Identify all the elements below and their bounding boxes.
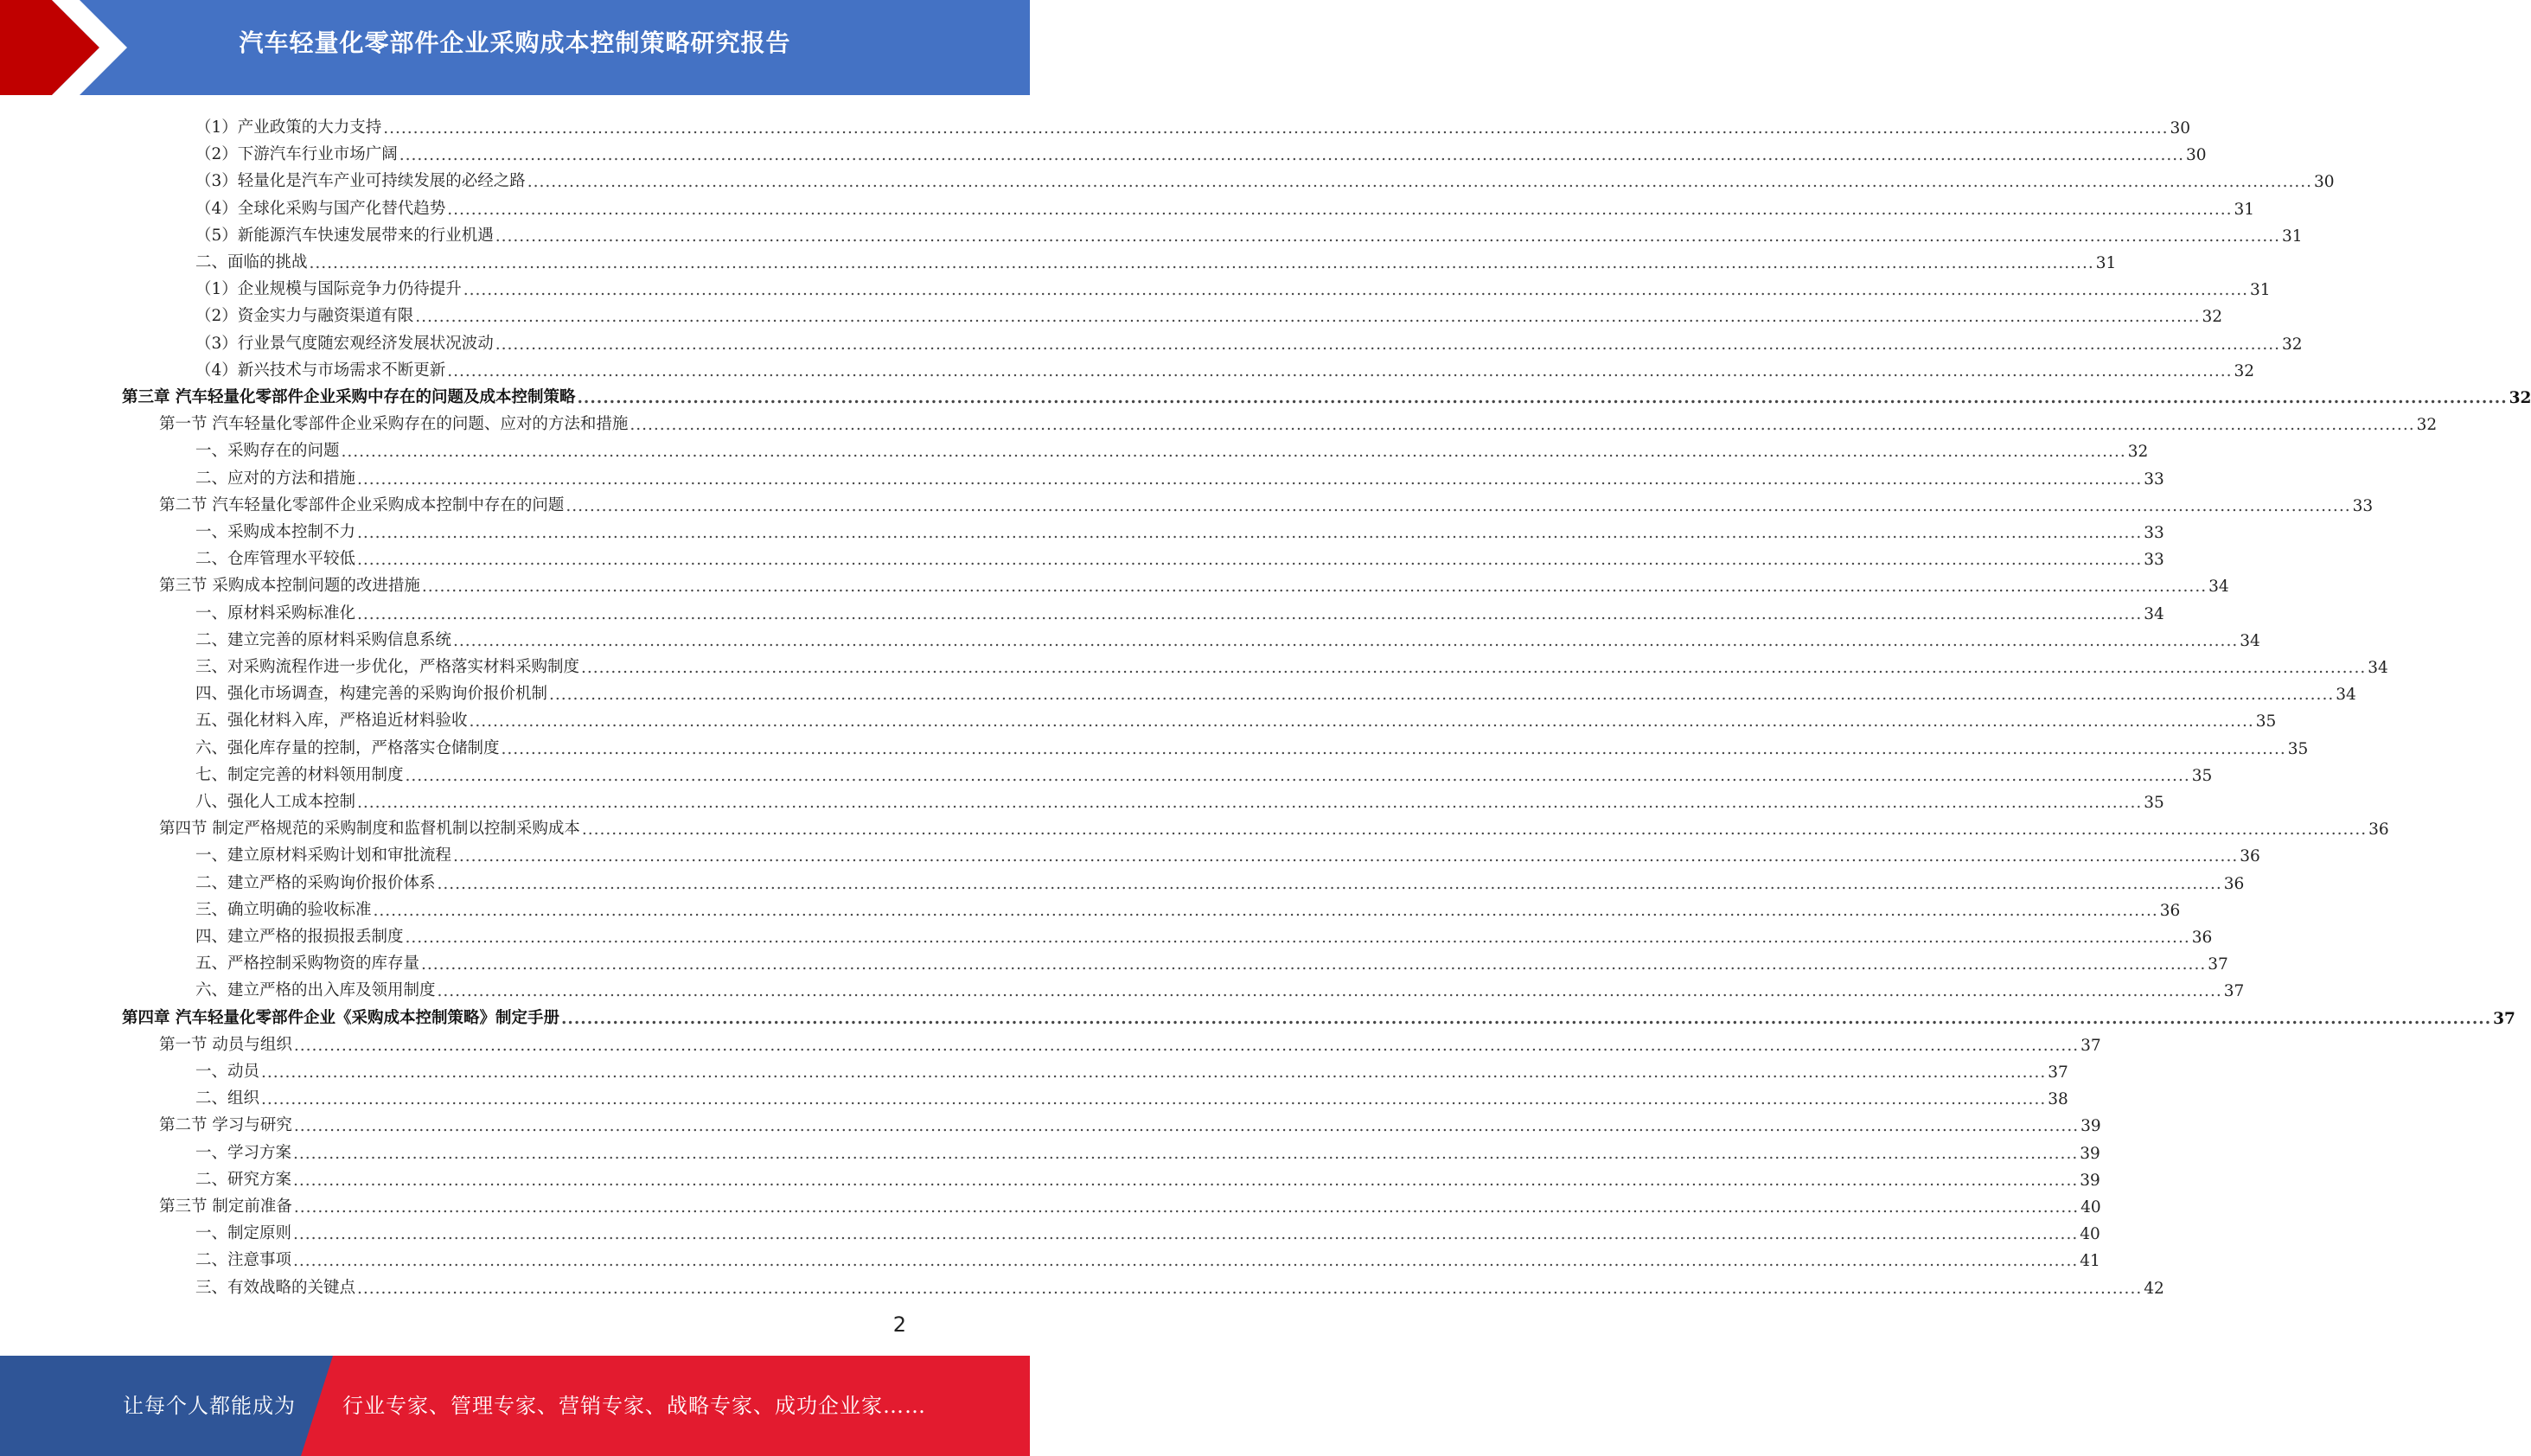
toc-entry-item[interactable] xyxy=(195,272,2271,300)
toc-entry-page: 34 xyxy=(2144,604,2164,623)
toc-dot-leader: ............................................................................................................................................................................................................................................................................................................ xyxy=(357,794,2143,812)
toc-entry-title: 一、制定原则 xyxy=(195,1224,292,1243)
toc-dot-leader: ............................................................................................................................................................................................................................................................................................................ xyxy=(261,1063,2047,1082)
toc-dot-leader: ............................................................................................................................................................................................................................................................................................................ xyxy=(293,1171,2079,1190)
toc-entry-page: 37 xyxy=(2080,1036,2101,1055)
toc-entry-title: （2）资金实力与融资渠道有限 xyxy=(195,307,414,326)
toc-entry-title: （1）企业规模与国际竞争力仍待提升 xyxy=(195,280,462,299)
toc-entry-item[interactable] xyxy=(195,839,2260,866)
toc-entry-page: 37 xyxy=(2048,1063,2068,1082)
toc-entry-item[interactable] xyxy=(195,623,2260,650)
toc-dot-leader: ............................................................................................................................................................................................................................................................................................................ xyxy=(581,821,2368,840)
toc-entry-page: 34 xyxy=(2368,659,2388,677)
toc-entry-page: 33 xyxy=(2144,524,2164,542)
footer-slogan-right: 行业专家、管理专家、营销专家、战略专家、成功企业家…… xyxy=(342,1394,926,1418)
toc-entry-title: 二、组织 xyxy=(195,1089,260,1108)
toc-entry-page: 32 xyxy=(2416,416,2438,435)
toc-entry-item[interactable] xyxy=(195,1243,2100,1271)
toc-entry-page: 35 xyxy=(2191,766,2213,785)
toc-entry-page: 34 xyxy=(2240,631,2260,650)
toc-entry-item[interactable] xyxy=(195,354,2255,380)
toc-entry-title: （4）全球化采购与国产化替代趋势 xyxy=(195,199,446,218)
toc-entry-title: （3）轻量化是汽车产业可持续发展的必经之路 xyxy=(195,172,526,191)
toc-entry-page: 39 xyxy=(2080,1171,2100,1190)
toc-entry-page: 32 xyxy=(2281,335,2303,354)
toc-entry-item[interactable] xyxy=(195,192,2255,219)
toc-entry-title: 一、采购成本控制不力 xyxy=(195,523,356,541)
toc-entry-title: 一、采购存在的问题 xyxy=(195,442,340,461)
toc-entry-title: 第一节 汽车轻量化零部件企业采购存在的问题、应对的方法和措施 xyxy=(159,415,629,434)
toc-entry-item[interactable] xyxy=(195,731,2309,758)
toc-entry-item[interactable] xyxy=(195,947,2228,974)
toc-entry-title: 三、有效战略的关键点 xyxy=(195,1278,356,1297)
toc-entry-section[interactable] xyxy=(159,489,2374,515)
toc-dot-leader: ............................................................................................................................................................................................................................................................................................................ xyxy=(453,847,2239,866)
toc-dot-leader: ............................................................................................................................................................................................................................................................................................................ xyxy=(447,200,2233,219)
toc-dot-leader: ............................................................................................................................................................................................................................................................................................................ xyxy=(463,281,2248,300)
toc-entry-title: 八、强化人工成本控制 xyxy=(195,793,356,811)
toc-entry-page: 32 xyxy=(2234,361,2255,380)
toc-entry-title: 第四节 制定严格规范的采购制度和监督机制以控制采购成本 xyxy=(159,820,580,839)
toc-dot-leader: ............................................................................................................................................................................................................................................................................................................ xyxy=(405,766,2190,785)
toc-entry-page: 32 xyxy=(2202,308,2223,327)
toc-entry-title: 六、建立严格的出入库及领用制度 xyxy=(195,981,436,1000)
toc-entry-item[interactable] xyxy=(195,785,2164,812)
toc-entry-item[interactable] xyxy=(195,137,2207,165)
toc-entry-section[interactable] xyxy=(159,1028,2101,1055)
page-header xyxy=(0,0,1030,95)
toc-entry-item[interactable] xyxy=(195,974,2245,1001)
toc-entry-page: 38 xyxy=(2048,1090,2068,1109)
toc-entry-title: 二、建立完善的原材料采购信息系统 xyxy=(195,630,452,649)
toc-entry-page: 31 xyxy=(2249,281,2271,300)
footer-slogan-left: 让每个人都能成为 xyxy=(123,1394,296,1418)
toc-dot-leader: ............................................................................................................................................................................................................................................................................................................ xyxy=(293,1144,2079,1163)
toc-entry-page: 40 xyxy=(2080,1198,2101,1217)
toc-entry-page: 32 xyxy=(2127,443,2149,462)
toc-entry-page: 34 xyxy=(2336,686,2356,705)
toc-entry-item[interactable] xyxy=(195,164,2335,192)
toc-entry-section[interactable] xyxy=(159,812,2389,840)
toc-entry-page: 35 xyxy=(2255,712,2277,731)
toc-dot-leader: ............................................................................................................................................................................................................................................................................................................ xyxy=(495,227,2280,246)
page-footer xyxy=(0,1356,1030,1456)
toc-entry-item[interactable] xyxy=(195,920,2213,947)
toc-entry-item[interactable] xyxy=(195,597,2164,623)
toc-dot-leader: ............................................................................................................................................................................................................................................................................................................ xyxy=(630,416,2415,435)
toc-entry-section[interactable] xyxy=(159,569,2229,597)
toc-dot-leader: ............................................................................................................................................................................................................................................................................................................ xyxy=(293,1198,2080,1217)
toc-entry-section[interactable] xyxy=(159,1108,2101,1136)
toc-entry-title: 第三节 制定前准备 xyxy=(159,1197,292,1216)
toc-entry-item[interactable] xyxy=(195,1163,2100,1190)
toc-entry-title: 二、面临的挑战 xyxy=(195,253,308,271)
toc-entry-title: 六、强化库存量的控制，严格落实仓储制度 xyxy=(195,738,500,757)
toc-entry-page: 32 xyxy=(2509,389,2531,407)
toc-entry-title: 一、原材料采购标准化 xyxy=(195,603,356,623)
toc-entry-item[interactable] xyxy=(195,758,2213,785)
toc-entry-title: 三、确立明确的验收标准 xyxy=(195,900,372,919)
toc-entry-item[interactable] xyxy=(195,219,2303,246)
toc-dot-leader: ............................................................................................................................................................................................................................................................................................................ xyxy=(421,955,2207,974)
toc-dot-leader: ............................................................................................................................................................................................................................................................................................................ xyxy=(357,1279,2143,1298)
toc-entry-title: 一、学习方案 xyxy=(195,1143,292,1162)
toc-entry-page: 37 xyxy=(2223,982,2245,1001)
toc-dot-leader: ............................................................................................................................................................................................................................................................................................................ xyxy=(453,631,2239,650)
toc-dot-leader: ............................................................................................................................................................................................................................................................................................................ xyxy=(581,659,2367,677)
toc-dot-leader: ............................................................................................................................................................................................................................................................................................................ xyxy=(341,443,2126,462)
toc-entry-item[interactable] xyxy=(195,866,2245,893)
toc-dot-leader: ............................................................................................................................................................................................................................................................................................................ xyxy=(309,254,2094,272)
toc-dot-leader: ............................................................................................................................................................................................................................................................................................................ xyxy=(405,929,2190,947)
toc-entry-page: 42 xyxy=(2144,1279,2164,1298)
toc-entry-title: 第二节 汽车轻量化零部件企业采购成本控制中存在的问题 xyxy=(159,495,565,514)
toc-dot-leader: ............................................................................................................................................................................................................................................................................................................ xyxy=(415,308,2201,327)
toc-entry-item[interactable] xyxy=(195,542,2164,570)
toc-entry-title: 一、动员 xyxy=(195,1063,260,1081)
toc-entry-page: 35 xyxy=(2144,794,2164,812)
toc-entry-item[interactable] xyxy=(195,893,2181,920)
toc-entry-title: （3）行业景气度随宏观经济发展状况波动 xyxy=(195,334,494,353)
toc-entry-title: 二、建立严格的采购询价报价体系 xyxy=(195,873,436,892)
toc-dot-leader: ............................................................................................................................................................................................................................................................................................................ xyxy=(357,524,2143,542)
toc-entry-item[interactable] xyxy=(195,515,2164,542)
toc-dot-leader: ............................................................................................................................................................................................................................................................................................................ xyxy=(261,1090,2047,1109)
toc-entry-page: 40 xyxy=(2080,1225,2100,1244)
toc-entry-page: 36 xyxy=(2368,821,2389,840)
toc-entry-item[interactable] xyxy=(195,327,2303,354)
toc-dot-leader: ............................................................................................................................................................................................................................................................................................................ xyxy=(495,335,2280,354)
toc-entry-title: 第四章 汽车轻量化零部件企业《采购成本控制策略》制定手册 xyxy=(122,1008,559,1027)
toc-entry-page: 31 xyxy=(2095,254,2117,272)
toc-entry-title: 四、强化市场调查，构建完善的采购询价报价机制 xyxy=(195,685,548,704)
toc-dot-leader: ............................................................................................................................................................................................................................................................................................................ xyxy=(293,1252,2079,1271)
toc-entry-title: 七、制定完善的材料领用制度 xyxy=(195,765,404,784)
toc-dot-leader: ............................................................................................................................................................................................................................................................................................................ xyxy=(437,982,2222,1001)
toc-entry-title: 第三节 采购成本控制问题的改进措施 xyxy=(159,577,420,596)
toc-entry-page: 39 xyxy=(2080,1117,2101,1136)
toc-entry-title: 第三章 汽车轻量化零部件企业采购中存在的问题及成本控制策略 xyxy=(122,388,576,406)
toc-dot-leader: ............................................................................................................................................................................................................................................................................................................ xyxy=(447,361,2233,380)
toc-entry-item[interactable] xyxy=(195,111,2191,137)
toc-entry-page: 35 xyxy=(2287,739,2309,758)
toc-entry-title: 三、对采购流程作进一步优化，严格落实材料采购制度 xyxy=(195,658,580,676)
toc-entry-title: 五、强化材料入库，严格追近材料验收 xyxy=(195,712,468,731)
toc-entry-item[interactable] xyxy=(195,650,2388,677)
toc-dot-leader: ............................................................................................................................................................................................................................................................................................................ xyxy=(501,739,2286,758)
toc-entry-item[interactable] xyxy=(195,1082,2068,1109)
toc-entry-item[interactable] xyxy=(195,246,2117,272)
toc-entry-chapter[interactable] xyxy=(122,380,2531,407)
toc-entry-item[interactable] xyxy=(195,1271,2164,1298)
toc-entry-item[interactable] xyxy=(195,677,2356,705)
toc-entry-page: 37 xyxy=(2208,955,2228,974)
toc-dot-leader: ............................................................................................................................................................................................................................................................................................................ xyxy=(577,389,2508,407)
toc-entry-page: 33 xyxy=(2352,496,2374,515)
toc-entry-title: 五、严格控制采购物资的库存量 xyxy=(195,955,420,974)
toc-entry-section[interactable] xyxy=(159,1190,2101,1217)
toc-entry-title: （1）产业政策的大力支持 xyxy=(195,118,382,137)
toc-dot-leader: ............................................................................................................................................................................................................................................................................................................ xyxy=(357,469,2143,489)
toc-entry-title: 第一节 动员与组织 xyxy=(159,1035,292,1054)
toc-entry-item[interactable] xyxy=(195,299,2223,327)
page-number: 2 xyxy=(892,1312,906,1337)
toc-entry-item[interactable] xyxy=(195,462,2164,489)
toc-dot-leader: ............................................................................................................................................................................................................................................................................................................ xyxy=(469,712,2254,731)
toc-entry-page: 33 xyxy=(2144,469,2164,489)
toc-dot-leader: ............................................................................................................................................................................................................................................................................................................ xyxy=(399,146,2184,165)
toc-dot-leader: ............................................................................................................................................................................................................................................................................................................ xyxy=(437,874,2222,893)
toc-entry-title: 第二节 学习与研究 xyxy=(159,1116,292,1135)
toc-entry-title: （5）新能源汽车快速发展带来的行业机遇 xyxy=(195,226,494,245)
toc-dot-leader: ............................................................................................................................................................................................................................................................................................................ xyxy=(357,604,2143,623)
toc-entry-page: 34 xyxy=(2208,578,2229,597)
toc-entry-title: 二、应对的方法和措施 xyxy=(195,469,356,488)
toc-entry-title: 二、研究方案 xyxy=(195,1170,292,1189)
toc-dot-leader: ............................................................................................................................................................................................................................................................................................................ xyxy=(383,119,2169,137)
toc-entry-title: 二、注意事项 xyxy=(195,1251,292,1270)
toc-dot-leader: ............................................................................................................................................................................................................................................................................................................ xyxy=(293,1036,2080,1055)
toc-dot-leader: ............................................................................................................................................................................................................................................................................................................ xyxy=(566,496,2351,515)
toc-entry-title: 二、仓库管理水平较低 xyxy=(195,550,356,569)
toc-entry-page: 36 xyxy=(2191,929,2213,947)
toc-entry-page: 31 xyxy=(2281,227,2303,246)
toc-entry-page: 36 xyxy=(2223,874,2245,893)
toc-entry-section[interactable] xyxy=(159,407,2438,435)
toc-entry-page: 30 xyxy=(2313,173,2335,192)
toc-entry-item[interactable] xyxy=(195,1055,2068,1082)
toc-dot-leader: ............................................................................................................................................................................................................................................................................................................ xyxy=(421,578,2208,597)
toc-entry-page: 31 xyxy=(2234,200,2255,219)
toc-dot-leader: ............................................................................................................................................................................................................................................................................................................ xyxy=(293,1225,2079,1244)
toc-entry-page: 33 xyxy=(2144,551,2164,570)
toc-entry-page: 37 xyxy=(2493,1009,2515,1028)
toc-dot-leader: ............................................................................................................................................................................................................................................................................................................ xyxy=(560,1009,2492,1028)
toc-entry-page: 30 xyxy=(2185,146,2207,165)
toc-dot-leader: ............................................................................................................................................................................................................................................................................................................ xyxy=(293,1117,2080,1136)
toc-entry-title: 四、建立严格的报损报丢制度 xyxy=(195,928,404,946)
toc-dot-leader: ............................................................................................................................................................................................................................................................................................................ xyxy=(373,901,2158,920)
toc-entry-chapter[interactable] xyxy=(122,1001,2515,1028)
toc-entry-title: （4）新兴技术与市场需求不断更新 xyxy=(195,361,446,380)
toc-entry-page: 39 xyxy=(2080,1144,2100,1163)
toc-entry-item[interactable] xyxy=(195,704,2277,731)
toc-dot-leader: ............................................................................................................................................................................................................................................................................................................ xyxy=(357,551,2143,570)
toc-entry-page: 36 xyxy=(2240,847,2260,866)
toc-dot-leader: ............................................................................................................................................................................................................................................................................................................ xyxy=(527,173,2312,192)
toc-entry-item[interactable] xyxy=(195,434,2149,462)
toc-entry-page: 30 xyxy=(2170,119,2191,137)
toc-entry-page: 36 xyxy=(2159,901,2181,920)
toc-entry-page: 41 xyxy=(2080,1252,2100,1271)
toc-dot-leader: ............................................................................................................................................................................................................................................................................................................ xyxy=(549,686,2335,705)
toc-entry-title: 一、建立原材料采购计划和审批流程 xyxy=(195,846,452,865)
toc-entry-title: （2）下游汽车行业市场广阔 xyxy=(195,145,398,164)
document-title: 汽车轻量化零部件企业采购成本控制策略研究报告 xyxy=(239,29,791,57)
toc-entry-item[interactable] xyxy=(195,1136,2100,1163)
toc-entry-item[interactable] xyxy=(195,1217,2100,1244)
